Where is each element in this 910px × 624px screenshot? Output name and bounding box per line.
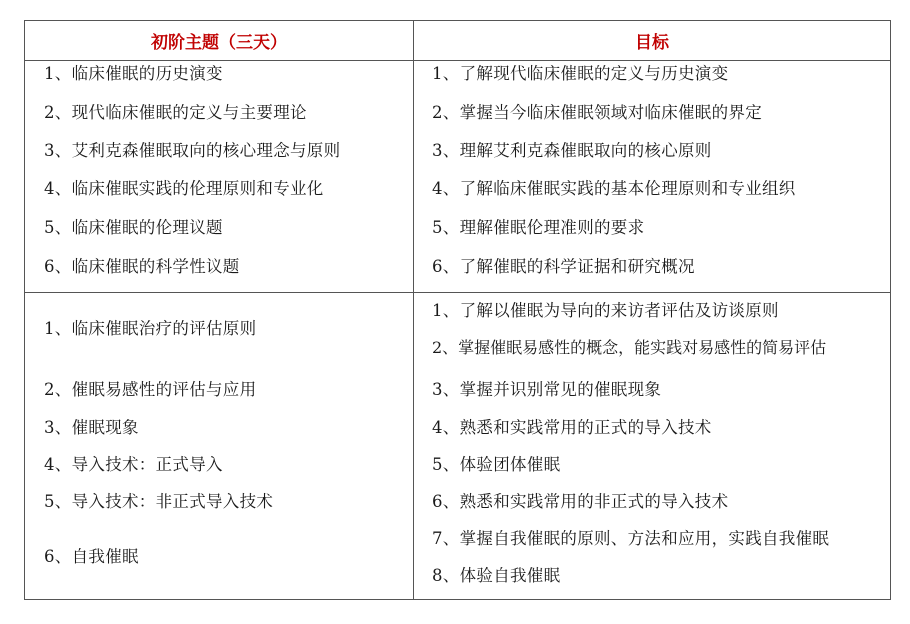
- section1-goal-5: 5、理解催眠伦理准则的要求: [432, 218, 645, 237]
- section1-topic-3: 3、艾利克森催眠取向的核心理念与原则: [44, 141, 341, 160]
- curriculum-table: [24, 20, 891, 600]
- section2-topic-4: 4、导入技术：正式导入: [44, 455, 223, 474]
- section1-goal-3: 3、理解艾利克森催眠取向的核心原则: [432, 141, 712, 160]
- section2-goal-8: 8、体验自我催眠: [432, 566, 561, 585]
- section1-goal-6: 6、了解催眠的科学证据和研究概况: [432, 257, 695, 276]
- section1-topic-1: 1、临床催眠的历史演变: [44, 64, 223, 83]
- section2-goal-4: 4、熟悉和实践常用的正式的导入技术: [432, 418, 712, 437]
- section1-topic-2: 2、现代临床催眠的定义与主要理论: [44, 103, 307, 122]
- section2-goal-3: 3、掌握并识别常见的催眠现象: [432, 380, 662, 399]
- section2-topic-6: 6、自我催眠: [44, 547, 139, 566]
- section1-goal-4: 4、了解临床催眠实践的基本伦理原则和专业组织: [432, 179, 796, 198]
- header-row-divider: [25, 60, 890, 61]
- section2-goal-2: 2、掌握催眠易感性的概念，能实践对易感性的简易评估: [432, 338, 827, 357]
- section1-topic-6: 6、临床催眠的科学性议题: [44, 257, 240, 276]
- section2-topic-3: 3、催眠现象: [44, 418, 139, 437]
- section2-topic-5: 5、导入技术：非正式导入技术: [44, 492, 274, 511]
- column-divider: [413, 21, 414, 599]
- topics-header: 初阶主题（三天）: [151, 33, 287, 53]
- section1-topic-5: 5、临床催眠的伦理议题: [44, 218, 223, 237]
- section2-topic-1: 1、临床催眠治疗的评估原则: [44, 319, 257, 338]
- section2-goal-7: 7、掌握自我催眠的原则、方法和应用，实践自我催眠: [432, 529, 830, 548]
- section-row-divider: [25, 292, 890, 293]
- goals-header: 目标: [635, 33, 669, 53]
- section2-topic-2: 2、催眠易感性的评估与应用: [44, 380, 257, 399]
- section1-goal-2: 2、掌握当今临床催眠领域对临床催眠的界定: [432, 103, 762, 122]
- section2-goal-6: 6、熟悉和实践常用的非正式的导入技术: [432, 492, 729, 511]
- section2-goal-1: 1、了解以催眠为导向的来访者评估及访谈原则: [432, 301, 779, 320]
- section2-goal-5: 5、体验团体催眠: [432, 455, 561, 474]
- section1-topic-4: 4、临床催眠实践的伦理原则和专业化: [44, 179, 324, 198]
- section1-goal-1: 1、了解现代临床催眠的定义与历史演变: [432, 64, 729, 83]
